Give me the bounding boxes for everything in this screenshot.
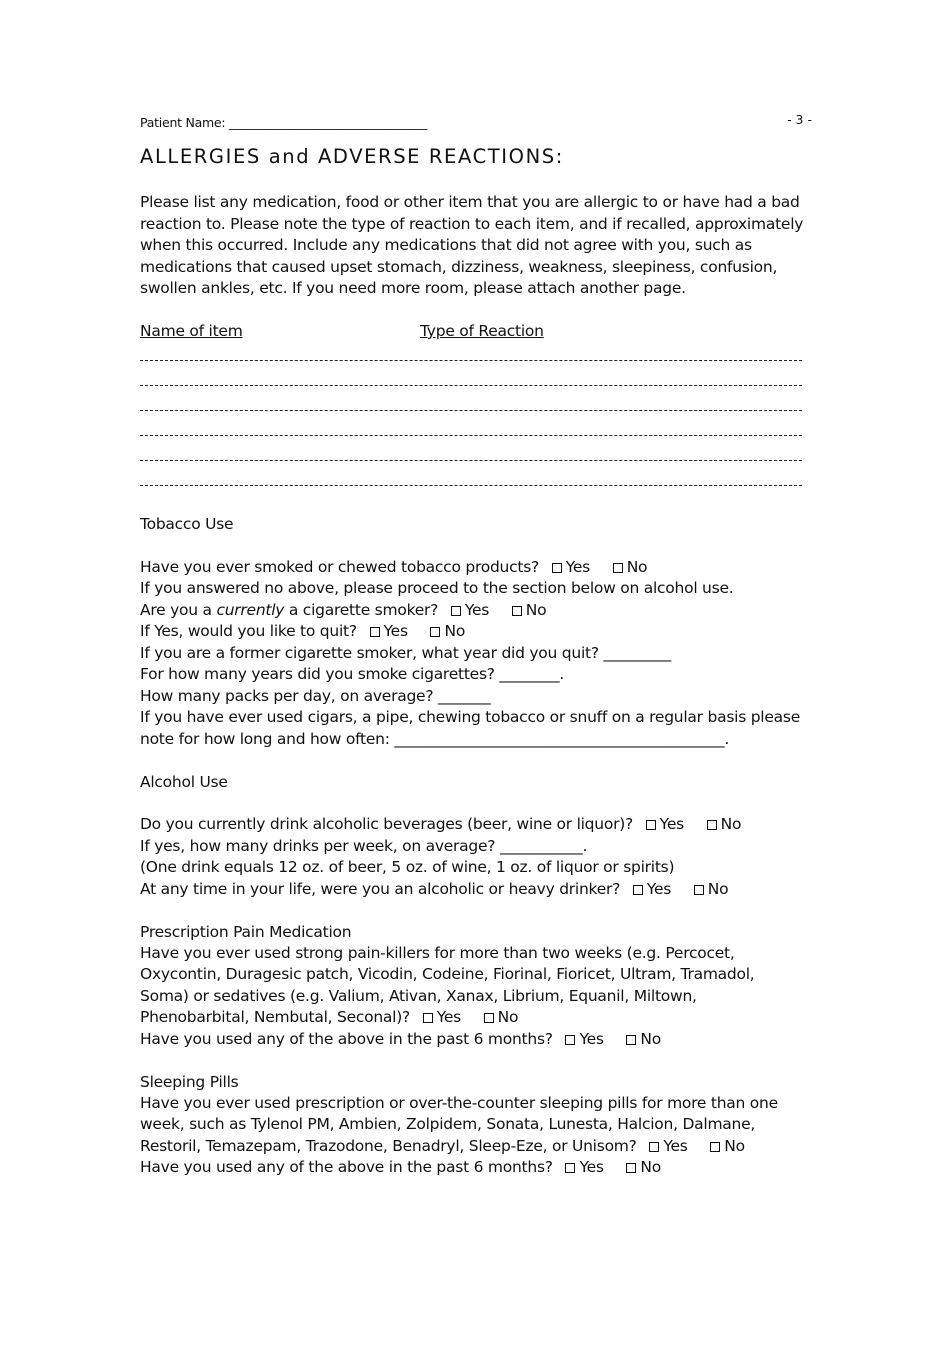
no-option[interactable]: No <box>476 1007 519 1028</box>
checkbox-icon[interactable] <box>626 1035 636 1045</box>
column-header-reaction: Type of Reaction <box>420 322 544 340</box>
intro-line: Please list any medication, food or other item that you are allergic to or have had a bad <box>140 193 800 211</box>
sleep-question-line: Restoril, Temazepam, Trazodone, Benadryl, Sleep-Eze, or Unisom? Yes No <box>140 1137 745 1155</box>
alcohol-heading: Alcohol Use <box>140 773 228 791</box>
page-number: - 3 - <box>787 112 812 127</box>
checkbox-icon[interactable] <box>423 1013 433 1023</box>
checkbox-icon[interactable] <box>707 820 717 830</box>
yes-option[interactable]: Yes <box>415 1007 461 1028</box>
no-option[interactable]: No <box>702 1136 745 1157</box>
tobacco-question-years[interactable]: For how many years did you smoke cigarettes? ________. <box>140 665 565 683</box>
column-header-name: Name of item <box>140 322 243 340</box>
allergy-entry-line[interactable] <box>140 360 802 361</box>
tobacco-question-quit: If Yes, would you like to quit? Yes No <box>140 622 466 640</box>
yes-option[interactable]: Yes <box>638 814 684 835</box>
sleep-heading: Sleeping Pills <box>140 1073 239 1091</box>
section-title: ALLERGIES and ADVERSE REACTIONS: <box>140 145 564 168</box>
checkbox-icon[interactable] <box>626 1163 636 1173</box>
alcohol-question-drinks[interactable]: If yes, how many drinks per week, on average? ___________. <box>140 837 588 855</box>
checkbox-icon[interactable] <box>710 1142 720 1152</box>
pain-question-line: Soma) or sedatives (e.g. Valium, Ativan, Xanax, Librium, Equanil, Miltown, <box>140 987 697 1005</box>
alcohol-question-current: Do you currently drink alcoholic beverages (beer, wine or liquor)? Yes No <box>140 815 742 833</box>
allergy-entry-line[interactable] <box>140 385 802 386</box>
no-option[interactable]: No <box>422 621 465 642</box>
checkbox-icon[interactable] <box>565 1163 575 1173</box>
yes-option[interactable]: Yes <box>557 1029 603 1050</box>
checkbox-icon[interactable] <box>512 606 522 616</box>
allergy-entry-line[interactable] <box>140 435 802 436</box>
intro-line: when this occurred. Include any medications that did not agree with you, such as <box>140 236 752 254</box>
checkbox-icon[interactable] <box>451 606 461 616</box>
intro-line: medications that caused upset stomach, dizziness, weakness, sleepiness, confusion, <box>140 258 778 276</box>
intro-line: swollen ankles, etc. If you need more room, please attach another page. <box>140 279 686 297</box>
pain-question-line: Phenobarbital, Nembutal, Seconal)? Yes No <box>140 1008 519 1026</box>
no-option[interactable]: No <box>504 600 547 621</box>
allergy-entry-line[interactable] <box>140 485 802 486</box>
checkbox-icon[interactable] <box>430 627 440 637</box>
tobacco-heading: Tobacco Use <box>140 515 234 533</box>
no-option[interactable]: No <box>699 814 742 835</box>
intro-line: reaction to. Please note the type of reaction to each item, and if recalled, approximately <box>140 215 804 233</box>
pain-question-recent: Have you used any of the above in the past 6 months? Yes No <box>140 1030 661 1048</box>
sleep-question-recent: Have you used any of the above in the past 6 months? Yes No <box>140 1158 661 1176</box>
no-option[interactable]: No <box>618 1029 661 1050</box>
tobacco-question-ever: Have you ever smoked or chewed tobacco products? Yes No <box>140 558 648 576</box>
tobacco-question-current: Are you a currently a cigarette smoker? Yes No <box>140 601 547 619</box>
pain-heading: Prescription Pain Medication <box>140 923 352 941</box>
yes-option[interactable]: Yes <box>557 1157 603 1178</box>
no-option[interactable]: No <box>618 1157 661 1178</box>
yes-option[interactable]: Yes <box>544 557 590 578</box>
allergy-entry-line[interactable] <box>140 410 802 411</box>
pain-question-line: Have you ever used strong pain-killers for more than two weeks (e.g. Percocet, <box>140 944 735 962</box>
yes-option[interactable]: Yes <box>443 600 489 621</box>
checkbox-icon[interactable] <box>646 820 656 830</box>
checkbox-icon[interactable] <box>694 885 704 895</box>
checkbox-icon[interactable] <box>370 627 380 637</box>
yes-option[interactable]: Yes <box>641 1136 687 1157</box>
checkbox-icon[interactable] <box>552 563 562 573</box>
pain-question-line: Oxycontin, Duragesic patch, Vicodin, Codeine, Fiorinal, Fioricet, Ultram, Tramadol, <box>140 965 755 983</box>
checkbox-icon[interactable] <box>565 1035 575 1045</box>
alcohol-question-heavy: At any time in your life, were you an alcoholic or heavy drinker? Yes No <box>140 880 729 898</box>
yes-option[interactable]: Yes <box>362 621 408 642</box>
checkbox-icon[interactable] <box>484 1013 494 1023</box>
tobacco-question-packs[interactable]: How many packs per day, on average? _______ <box>140 687 491 705</box>
no-option[interactable]: No <box>686 879 729 900</box>
sleep-question-line: week, such as Tylenol PM, Ambien, Zolpidem, Sonata, Lunesta, Halcion, Dalmane, <box>140 1115 756 1133</box>
tobacco-note: If you answered no above, please proceed to the section below on alcohol use. <box>140 579 734 597</box>
tobacco-question-year-quit[interactable]: If you are a former cigarette smoker, what year did you quit? _________ <box>140 644 671 662</box>
alcohol-note: (One drink equals 12 oz. of beer, 5 oz. of wine, 1 oz. of liquor or spirits) <box>140 858 675 876</box>
yes-option[interactable]: Yes <box>625 879 671 900</box>
checkbox-icon[interactable] <box>633 885 643 895</box>
tobacco-question-other-entry[interactable]: note for how long and how often: ____________________________________________. <box>140 730 730 748</box>
sleep-question-line: Have you ever used prescription or over-the-counter sleeping pills for more than one <box>140 1094 778 1112</box>
checkbox-icon[interactable] <box>649 1142 659 1152</box>
allergy-entry-line[interactable] <box>140 460 802 461</box>
patient-name-field[interactable]: Patient Name: _________________________________ <box>140 115 428 130</box>
tobacco-question-other: If you have ever used cigars, a pipe, chewing tobacco or snuff on a regular basis please <box>140 708 800 726</box>
checkbox-icon[interactable] <box>613 563 623 573</box>
no-option[interactable]: No <box>605 557 648 578</box>
